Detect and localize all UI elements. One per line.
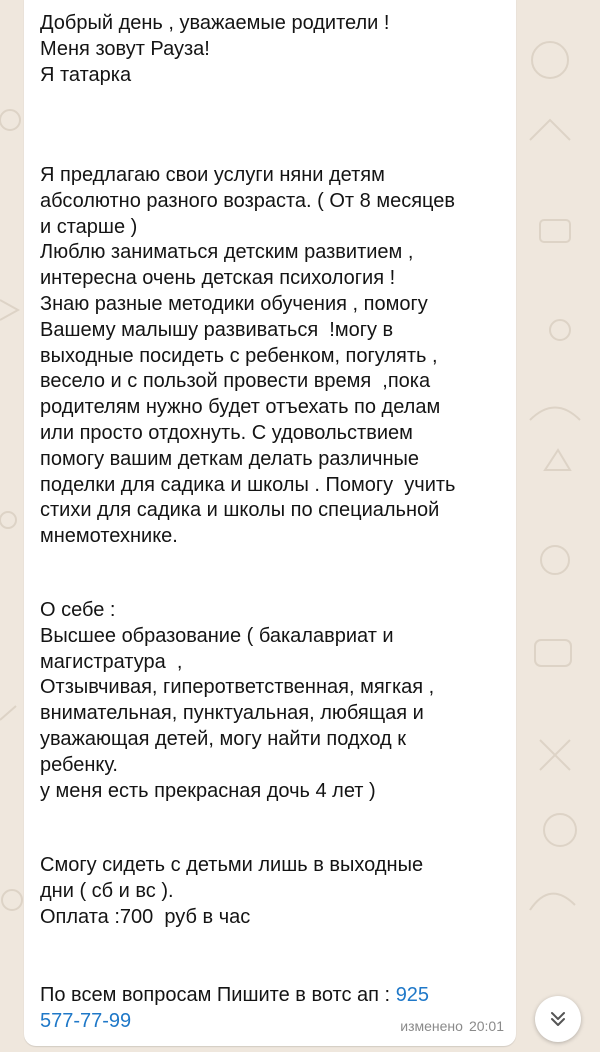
message-greeting: Добрый день , уважаемые родители ! Меня зовут Рауза! Я татарка — [40, 12, 390, 86]
message-about: О себе : Высшее образование ( бакалавриат и магистратура , Отзывчивая, гиперответственная, мягкая , внимательная, пунктуальная, любящая и уважающая детей, могу найти подход к ребенку. у меня есть прекрасная дочь 4 лет ) — [40, 599, 435, 802]
contact-text: По всем вопросам Пишите в вотс ап : — [40, 984, 396, 1006]
phone-link-part1[interactable]: 925 — [395, 984, 430, 1006]
message-services: Я предлагаю свои услуги няни детям абсолютно разного возраста. ( От 8 месяцев и старше ) Люблю заниматься детским развитием , интересна очень детская психология ! Знаю разные методики обучения , помогу Вашему малышу развиваться !могу в выходные посидеть с ребенком, погулять , весело и с пользой провести время ,пока родителям нужно будет отъехать по делам или просто отдохнуть. С удовольствием помогу вашим деткам делать различные поделки для садика и школы . Помогу учить стихи для садика и школы по специальной мнемотехнике. — [40, 164, 456, 548]
message-meta — [400, 1018, 504, 1034]
phone-link-part2[interactable]: 577-77-99 — [40, 1009, 132, 1032]
message-schedule-price: Смогу сидеть с детьми лишь в выходные дни ( сб и вс ). Оплата :700 руб в час — [40, 854, 424, 928]
message-time: 20:01 — [468, 1018, 504, 1034]
scroll-down-button[interactable] — [535, 996, 581, 1042]
edited-label: изменено — [400, 1018, 463, 1034]
double-chevron-down-icon — [546, 1007, 570, 1031]
